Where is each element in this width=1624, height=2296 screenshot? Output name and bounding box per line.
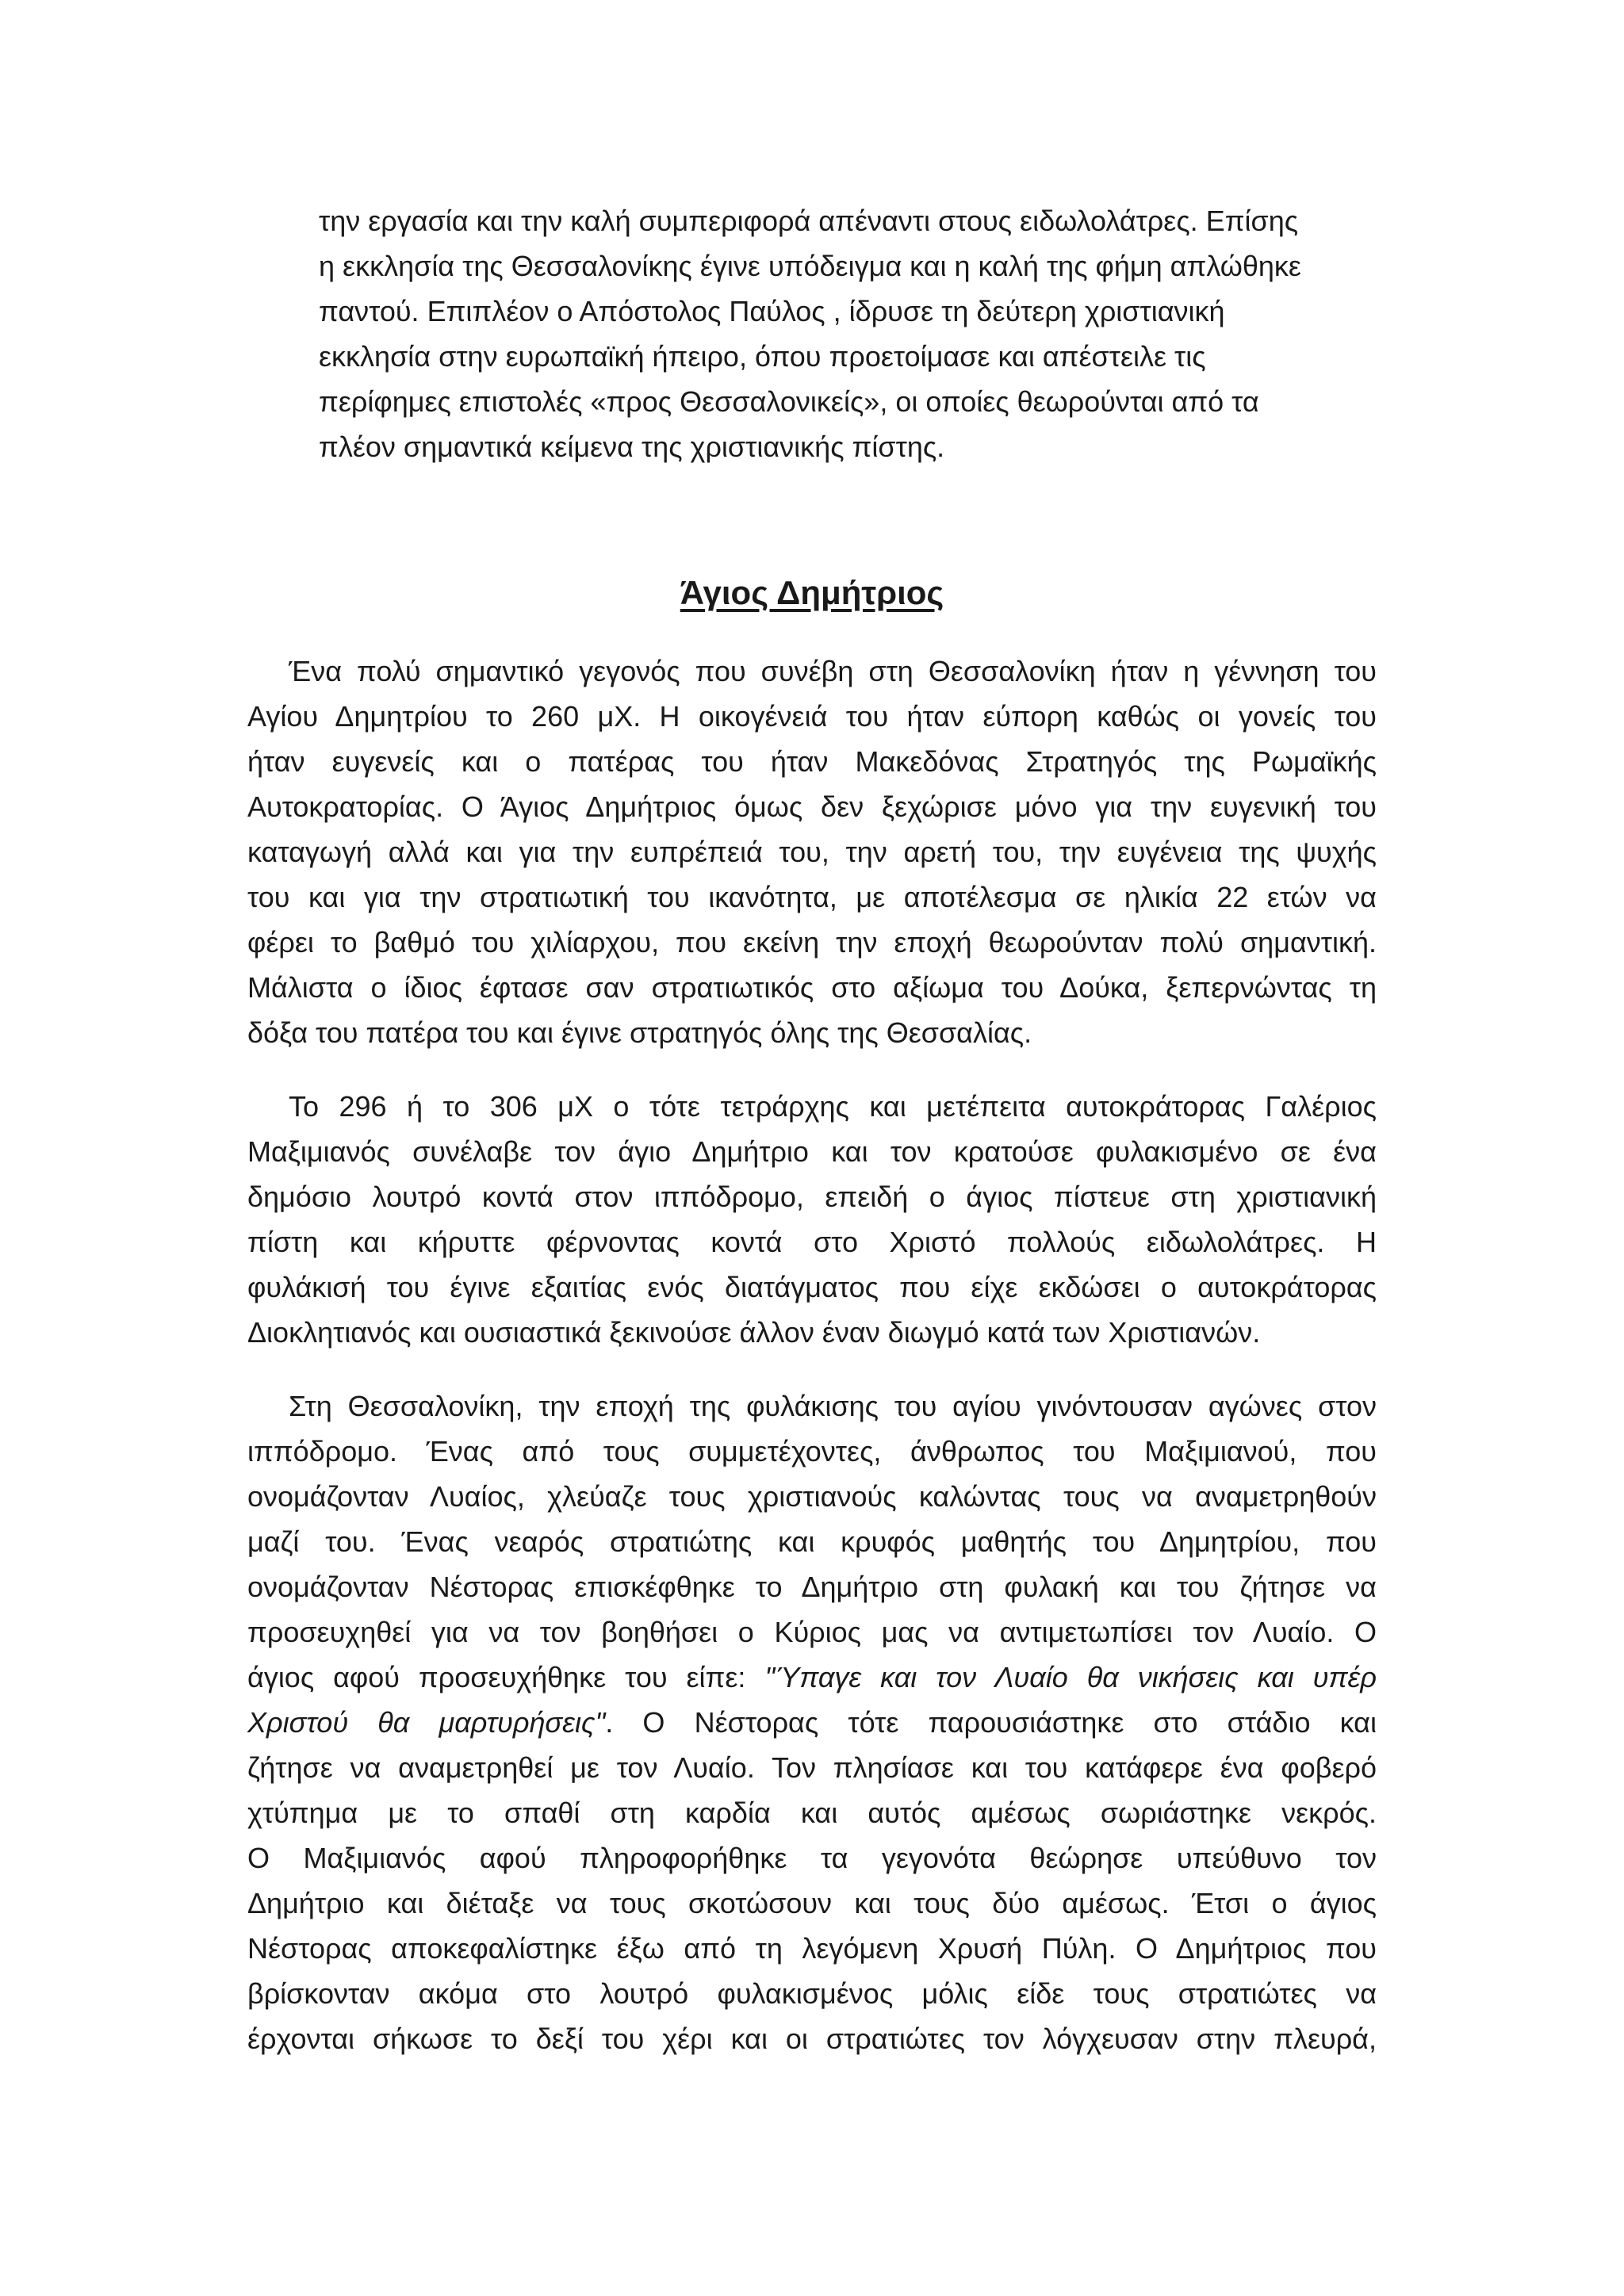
text-line: Νέστορας αποκεφαλίστηκε έξω από τη λεγόμενη Χρυσή Πύλη. Ο Δημήτριος που	[247, 1932, 1377, 1965]
text-line: Στη Θεσσαλονίκη, την εποχή της φυλάκισης του αγίου γινόντουσαν αγώνες στον	[289, 1390, 1377, 1422]
text-line: πλέον σημαντικά κείμενα της χριστιανικής πίστης.	[319, 430, 945, 463]
text-line: Δημήτριο και διέταξε να τους σκοτώσουν και τους δύο αμέσως. Έτσι ο άγιος	[247, 1887, 1377, 1919]
text-line: μαζί του. Ένας νεαρός στρατιώτης και κρυφός μαθητής του Δημητρίου, που	[247, 1525, 1377, 1558]
text-line: Διοκλητιανός και ουσιαστικά ξεκινούσε άλλον έναν διωγμό κατά των Χριστιανών.	[247, 1316, 1261, 1349]
intro-paragraph	[319, 198, 1397, 469]
text-line: Μαξιμιανός συνέλαβε τον άγιο Δημήτριο και τον κρατούσε φυλακισμένο σε ένα	[247, 1135, 1377, 1168]
text-line: Το 296 ή το 306 μΧ ο τότε τετράρχης και μετέπειτα αυτοκράτορας Γαλέριος	[289, 1090, 1377, 1123]
section-heading: Άγιος Δημήτριος	[680, 574, 944, 611]
paragraph-imprisonment	[247, 1084, 1377, 1355]
text-line: Ο Μαξιμιανός αφού πληροφορήθηκε τα γεγονότα θεώρησε υπεύθυνο τον	[247, 1842, 1377, 1874]
text-line: Αυτοκρατορίας. Ο Άγιος Δημήτριος όμως δεν ξεχώρισε μόνο για την ευγενική του	[247, 790, 1377, 823]
text-line: φέρει το βαθμό του χιλίαρχου, που εκείνη την εποχή θεωρούνταν πολύ σημαντική.	[247, 926, 1377, 959]
text-line: η εκκλησία της Θεσσαλονίκης έγινε υπόδειγμα και η καλή της φήμη απλώθηκε	[319, 250, 1301, 282]
text-line: του και για την στρατιωτική του ικανότητα, με αποτέλεσμα σε ηλικία 22 ετών να	[247, 881, 1377, 913]
text-line: ήταν ευγενείς και ο πατέρας του ήταν Μακεδόνας Στρατηγός της Ρωμαϊκής	[247, 745, 1377, 778]
text-line: δόξα του πατέρα του και έγινε στρατηγός όλης της Θεσσαλίας.	[247, 1016, 1032, 1049]
text-line: βρίσκονταν ακόμα στο λουτρό φυλακισμένος μόλις είδε τους στρατιώτες να	[247, 1977, 1377, 2010]
text-line: εκκλησία στην ευρωπαϊκή ήπειρο, όπου προετοίμασε και απέστειλε τις	[319, 340, 1206, 373]
text-line: Μάλιστα ο ίδιος έφτασε σαν στρατιωτικός στο αξίωμα του Δούκα, ξεπερνώντας τη	[247, 971, 1377, 1004]
text-line: πίστη και κήρυττε φέρνοντας κοντά στο Χριστό πολλούς ειδωλολάτρες. Η	[247, 1226, 1377, 1258]
text-line: ιππόδρομο. Ένας από τους συμμετέχοντες, άνθρωπος του Μαξιμιανού, που	[247, 1435, 1377, 1468]
quote-follow-up: . Ο Νέστορας τότε παρουσιάστηκε στο στάδιο και	[605, 1706, 1377, 1739]
text-line: δημόσιο λουτρό κοντά στον ιππόδρομο, επειδή ο άγιος πίστευε στη χριστιανική	[247, 1181, 1377, 1213]
text-line: προσευχηθεί για να τον βοηθήσει ο Κύριος μας να αντιμετωπίσει τον Λυαίο. Ο	[247, 1616, 1377, 1648]
quote-text-part1: "Ύπαγε και τον Λυαίο θα νικήσεις και υπέρ	[764, 1661, 1377, 1693]
text-line: καταγωγή αλλά και για την ευπρέπειά του, την αρετή του, την ευγένεια της ψυχής	[247, 836, 1377, 868]
text-line-quote-start	[247, 1655, 1377, 1700]
quote-text-part2: Χριστού θα μαρτυρήσεις"	[247, 1706, 606, 1739]
text-line: ονομάζονταν Νέστορας επισκέφθηκε το Δημήτριο στη φυλακή και του ζήτησε να	[247, 1571, 1377, 1603]
text-line-quote-end	[247, 1700, 1377, 1745]
text-line: χτύπημα με το σπαθί στη καρδία και αυτός αμέσως σωριάστηκε νεκρός.	[247, 1797, 1377, 1829]
text-line: φυλάκισή του έγινε εξαιτίας ενός διατάγματος που είχε εκδώσει ο αυτοκράτορας	[247, 1271, 1377, 1303]
text-line: Αγίου Δημητρίου το 260 μΧ. Η οικογένειά του ήταν εύπορη καθώς οι γονείς του	[247, 700, 1377, 733]
paragraph-martyrdom	[247, 1383, 1377, 2061]
text-line: ονομάζονταν Λυαίος, χλεύαζε τους χριστιανούς καλώντας τους να αναμετρηθούν	[247, 1480, 1377, 1513]
paragraph-birth	[247, 649, 1377, 1055]
text-line: ζήτησε να αναμετρηθεί με τον Λυαίο. Τον πλησίασε και του κατάφερε ένα φοβερό	[247, 1751, 1377, 1784]
text-line: Ένα πολύ σημαντικό γεγονός που συνέβη στη Θεσσαλονίκη ήταν η γέννηση του	[289, 655, 1377, 687]
text-line: έρχονται σήκωσε το δεξί του χέρι και οι στρατιώτες τον λόγχευσαν στην πλευρά,	[247, 2022, 1377, 2055]
text-line: παντού. Επιπλέον ο Απόστολος Παύλος , ίδρυσε τη δεύτερη χριστιανική	[319, 295, 1225, 327]
text-line: την εργασία και την καλή συμπεριφορά απέναντι στους ειδωλολάτρες. Επίσης	[319, 205, 1299, 237]
quote-lead-in: άγιος αφού προσευχήθηκε του είπε:	[247, 1661, 765, 1693]
section-body	[247, 649, 1377, 2090]
text-line: περίφημες επιστολές «προς Θεσσαλονικείς», οι οποίες θεωρούνται από τα	[319, 385, 1259, 418]
